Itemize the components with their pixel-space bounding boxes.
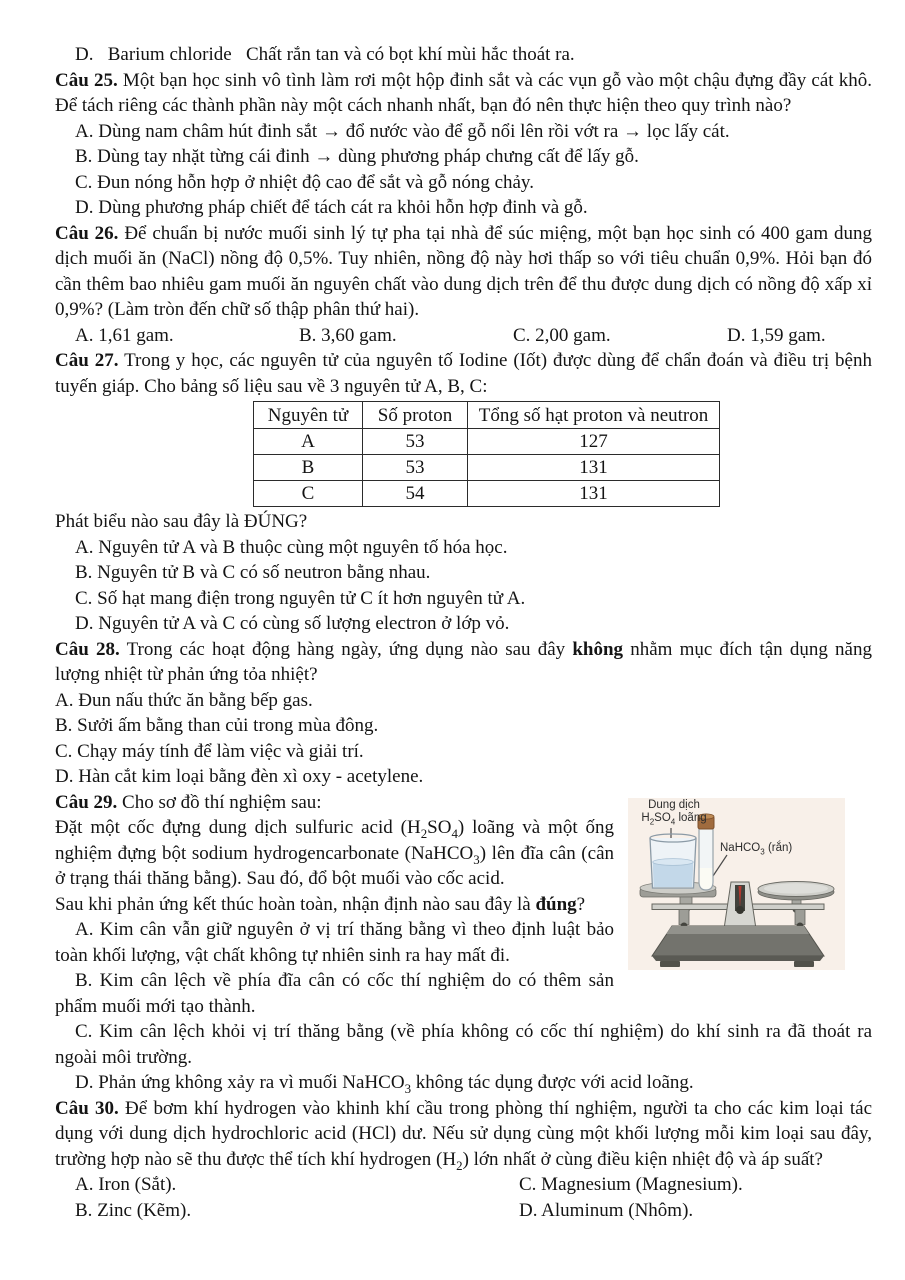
- cell-total-a: 127: [468, 429, 720, 455]
- q29-option-b: B. Kim cân lệch về phía đĩa cân có cốc thí nghiệm do có thêm sản phẩm muối mới tạo thành.: [55, 970, 614, 1017]
- q25-option-c: C. Đun nóng hỗn hợp ở nhiệt độ cao để sắt và gỗ nóng chảy.: [75, 171, 534, 193]
- q30-options: [55, 1172, 872, 1223]
- q28-text-post: nhằm mục đích tận dụng năng lượng nhiệt từ phản ứng tỏa nhiệt?: [55, 638, 872, 685]
- q29-option-c: C. Kim cân lệch khỏi vị trí thăng bằng (về phía không có cốc thí nghiệm) do khí sinh ra đã thoát ra ngoài môi trường.: [55, 1021, 872, 1068]
- cell-atom-c: C: [254, 481, 363, 507]
- q25-option-d: D. Dùng phương pháp chiết để tách cát ra khỏi hỗn hợp đinh và gỗ.: [75, 197, 588, 218]
- q27-stem: Phát biểu nào sau đây là ĐÚNG?: [55, 511, 308, 532]
- table-header-total: Tổng số hạt proton và neutron: [468, 402, 720, 429]
- q29-bold-word: đúng: [535, 893, 577, 915]
- q27-option-c: C. Số hạt mang điện trong nguyên tử C ít hơn nguyên tử A.: [75, 587, 526, 609]
- q27-option-b: B. Nguyên tử B và C có số neutron bằng nhau.: [75, 562, 431, 583]
- q27-label: Câu 27.: [55, 350, 119, 371]
- q29-option-a: A. Kim cân vẫn giữ nguyên ở vị trí thăng bằng vì theo định luật bảo toàn khối lượng, vật chất không tự nhiên sinh ra hay mất đi.: [55, 919, 614, 966]
- q28-label: Câu 28.: [55, 638, 120, 660]
- q29-intro: Cho sơ đồ thí nghiệm sau:: [122, 791, 322, 813]
- cell-proton-c: 54: [363, 481, 468, 507]
- cell-atom-a: A: [254, 429, 363, 455]
- table-row: [254, 481, 720, 507]
- q27-option-d: D. Nguyên tử A và C có cùng số lượng electron ở lớp vỏ.: [75, 613, 510, 634]
- q29-setup-text: Đặt một cốc đựng dung dịch sulfuric acid $(H_2SO_4)$ loãng và một ống nghiệm đựng bột sodium hydrogencarbonate (NaHCO$_3$) lên đĩa cân (cân ở trạng thái thăng bằng). Sau đó, đổ bột muối vào cốc acid.: [55, 817, 615, 889]
- q30-option-b: B. Zinc (Kẽm).: [75, 1199, 192, 1221]
- q30-text: Để bơm khí hydrogen vào khinh khí cầu trong phòng thí nghiệm, người ta cho các kim loại tác dụng với dung dịch hydrochloric acid (HCl) dư. Nếu sử dụng cùng một khối lượng mỗi kim loại sau đây, trường hợp nào sẽ thu được thể tích khí hydrogen $(H_2)$ lớn nhất ở cùng điều kiện nhiệt độ và áp suất?: [55, 1097, 873, 1173]
- q30-option-a: A. Iron (Sắt).: [75, 1174, 177, 1195]
- q29-label: Câu 29.: [55, 791, 118, 813]
- q27-atom-table: [253, 401, 720, 507]
- orphan-option-d: D. Barium chloride Chất rắn tan và có bọt khí mùi hắc thoát ra.: [75, 44, 575, 65]
- table-header-row: [254, 402, 720, 429]
- figure-label-salt: NaHCO$_3$ (rắn): [720, 841, 793, 856]
- q26-option-c: C. 2,00 gam.: [513, 324, 611, 346]
- table-header-proton: Số proton: [363, 402, 468, 429]
- q25-text: Một bạn học sinh vô tình làm rơi một hộp đinh sắt và các vụn gỗ vào một chậu đựng đầy cát khô. Để tách riêng các thành phần này một cách nhanh nhất, bạn đó nên thực hiện theo quy trình nào?: [55, 69, 873, 116]
- q27-text: Trong y học, các nguyên tử của nguyên tố Iodine (Iốt) được dùng để chẩn đoán và điều trị bệnh tuyến giáp. Cho bảng số liệu sau về 3 nguyên tử A, B, C:: [55, 350, 872, 397]
- q28-option-a: A. Đun nấu thức ăn bằng bếp gas.: [55, 689, 313, 711]
- q26-option-a: A. 1,61 gam.: [75, 324, 174, 346]
- q28-bold-word: không: [572, 638, 624, 660]
- cell-total-b: 131: [468, 455, 720, 481]
- balance-scale-illustration: [628, 798, 845, 970]
- cell-total-c: 131: [468, 481, 720, 507]
- q30-question: [55, 1096, 872, 1173]
- cell-atom-b: B: [254, 455, 363, 481]
- q25-label: Câu 25.: [55, 69, 118, 91]
- table-row: [254, 455, 720, 481]
- q26-options-row: [55, 323, 872, 349]
- q29-stem: Sau khi phản ứng kết thúc hoàn toàn, nhận định nào sau đây là đúng?: [55, 893, 586, 915]
- q27-question: [55, 348, 872, 399]
- q28-option-b: B. Sưởi ấm bằng than củi trong mùa đông.: [55, 715, 379, 736]
- cell-proton-a: 53: [363, 429, 468, 455]
- cell-proton-b: 53: [363, 455, 468, 481]
- q29-option-d: D. Phản ứng không xảy ra vì muối NaHCO$_3$ không tác dụng được với acid loãng.: [75, 1072, 694, 1096]
- q30-option-c: C. Magnesium (Magnesium).: [519, 1174, 743, 1195]
- table-header-atom: Nguyên tử: [254, 402, 363, 429]
- q25-option-a: A. Dùng nam châm hút đinh sắt → đổ nước vào để gỗ nổi lên rồi vớt ra → lọc lấy cát.: [75, 120, 730, 142]
- q26-question: [55, 221, 872, 323]
- q28-question: [55, 637, 872, 688]
- q28-text-pre: Trong các hoạt động hàng ngày, ứng dụng nào sau đây: [126, 638, 573, 660]
- q28-option-c: C. Chạy máy tính để làm việc và giải trí.: [55, 740, 364, 762]
- q26-option-d: D. 1,59 gam.: [727, 324, 826, 346]
- q30-label: Câu 30.: [55, 1097, 119, 1119]
- q26-text: Để chuẩn bị nước muối sinh lý tự pha tại nhà để súc miệng, một bạn học sinh có 400 gam dung dịch muối ăn (NaCl) nồng độ 0,5%. Tuy nhiên, nồng độ này hơi thấp so với tiêu chuẩn 0,9%. Hỏi bạn đó cần thêm bao nhiêu gam muối ăn nguyên chất vào dung dịch trên để thu được dung dịch có nồng độ xấp xỉ 0,9%? (Làm tròn đến chữ số thập phân thứ hai).: [55, 222, 873, 320]
- q27-option-a: A. Nguyên tử A và B thuộc cùng một nguyên tố hóa học.: [75, 536, 508, 558]
- figure-label-acid: Dung dịch $H_2SO_4$ loãng: [641, 798, 707, 826]
- q25-option-b: B. Dùng tay nhặt từng cái đinh → dùng phương pháp chưng cất để lấy gỗ.: [75, 146, 639, 167]
- q29-block: [55, 790, 872, 1096]
- table-row: [254, 429, 720, 455]
- q25-question: [55, 68, 872, 119]
- q26-option-b: B. 3,60 gam.: [299, 324, 397, 346]
- q26-label: Câu 26.: [55, 222, 119, 244]
- q28-option-d: D. Hàn cắt kim loại bằng đèn xì oxy - acetylene.: [55, 766, 424, 787]
- q30-option-d: D. Aluminum (Nhôm).: [519, 1199, 694, 1221]
